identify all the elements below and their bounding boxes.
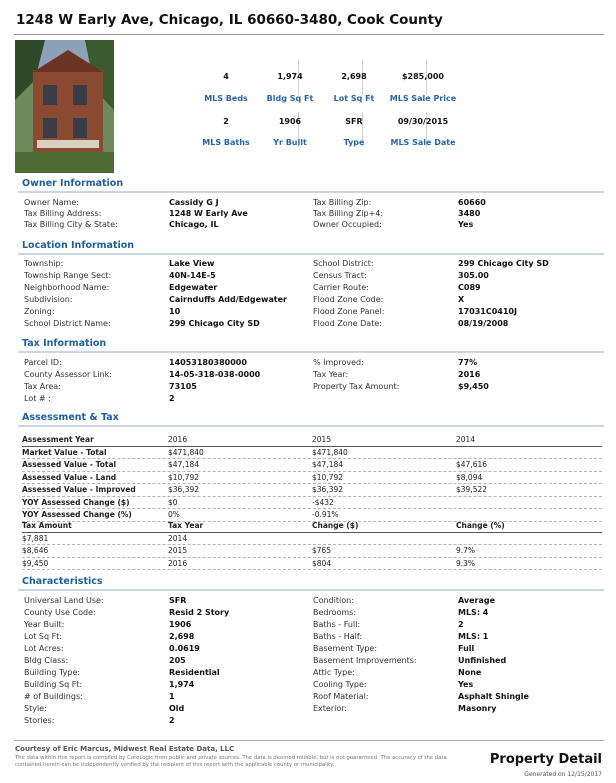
field-value: 299 Chicago City SD xyxy=(169,319,260,328)
generated-date: Generated on 12/15/2017 xyxy=(524,771,602,778)
field-label: Township Range Sect: xyxy=(24,271,112,280)
table-header-row xyxy=(22,434,602,447)
field-value: Cairnduffs Add/Edgewater xyxy=(169,295,287,304)
field-value: Chicago, IL xyxy=(169,220,219,229)
table-header: 2016 xyxy=(168,435,188,444)
field-label: Universal Land Use: xyxy=(24,596,104,605)
field-label: Tax Billing Zip+4: xyxy=(313,209,384,218)
field-value: MLS: 4 xyxy=(458,608,489,617)
field-label: Census Tract: xyxy=(313,271,367,280)
field-label: Tax Billing Address: xyxy=(24,209,102,218)
stat-baths-value: 2 xyxy=(223,117,229,126)
field-label: Lot Sq Ft: xyxy=(24,632,63,641)
row-label: Market Value - Total xyxy=(22,447,107,457)
field-label: Carrier Route: xyxy=(313,283,369,292)
section-rule xyxy=(18,351,604,353)
field-label: Bldg Class: xyxy=(24,656,69,665)
stat-beds-label: MLS Beds xyxy=(204,94,248,103)
table-header: Assessment Year xyxy=(22,435,94,444)
table-cell: -$432 xyxy=(312,497,334,507)
stat-type-value: SFR xyxy=(345,117,363,126)
field-value: 17031C0410J xyxy=(458,307,517,316)
stat-baths-label: MLS Baths xyxy=(202,138,250,147)
field-label: Tax Year: xyxy=(313,370,349,379)
location-heading: Location Information xyxy=(22,240,135,251)
table-cell: $10,792 xyxy=(168,472,200,482)
field-label: % Improved: xyxy=(313,358,364,367)
field-label: Lot # : xyxy=(24,394,51,403)
title-divider xyxy=(14,34,604,35)
field-label: Tax Area: xyxy=(24,382,61,391)
table-header-row xyxy=(22,520,602,533)
row-label: Assessed Value - Land xyxy=(22,472,117,482)
field-label: Tax Billing Zip: xyxy=(313,198,372,207)
field-label: Neighborhood Name: xyxy=(24,283,110,292)
table-cell: $7,881 xyxy=(22,533,49,543)
field-label: Property Tax Amount: xyxy=(313,382,400,391)
field-value: Masonry xyxy=(458,704,497,713)
field-label: County Assessor Link: xyxy=(24,370,112,379)
property-photo xyxy=(15,40,114,173)
table-cell: 0% xyxy=(168,510,180,519)
field-value: Yes xyxy=(458,220,474,229)
table-row xyxy=(22,497,602,510)
table-header: Tax Amount xyxy=(22,521,72,530)
field-value: 1248 W Early Ave xyxy=(169,209,248,218)
field-value: 08/19/2008 xyxy=(458,319,509,328)
field-label: Year Built: xyxy=(24,620,65,629)
field-value: 1 xyxy=(169,692,175,701)
table-cell: $471,840 xyxy=(168,447,204,457)
field-value: 3480 xyxy=(458,209,481,218)
table-header: Change ($) xyxy=(312,521,359,530)
field-label: Owner Name: xyxy=(24,198,79,207)
stat-sqft-value: 1,974 xyxy=(277,72,303,81)
stat-year-label: Yr Built xyxy=(273,138,307,147)
field-value: 40N-14E-5 xyxy=(169,271,216,280)
row-label: Assessed Value - Total xyxy=(22,460,117,469)
table-row xyxy=(22,459,602,472)
field-value: Asphalt Shingle xyxy=(458,692,529,701)
table-row xyxy=(22,484,602,497)
field-value: MLS: 1 xyxy=(458,632,489,641)
field-value: 305.00 xyxy=(458,271,489,280)
field-value: 299 Chicago City SD xyxy=(458,259,549,268)
table-cell: $765 xyxy=(312,546,332,555)
field-label: Style: xyxy=(24,704,47,713)
table-cell: 2016 xyxy=(168,558,188,568)
field-value: 2016 xyxy=(458,370,481,379)
field-value: 2 xyxy=(458,620,464,629)
field-value: 60660 xyxy=(458,198,486,207)
stat-sqft-label: Bldg Sq Ft xyxy=(266,94,314,103)
table-cell: $10,792 xyxy=(312,472,344,482)
assessment-heading: Assessment & Tax xyxy=(22,412,119,423)
field-label: Flood Zone Code: xyxy=(313,295,384,304)
field-value: 14053180380000 xyxy=(169,358,247,367)
table-cell: $39,522 xyxy=(456,485,488,494)
field-label: Attic Type: xyxy=(313,668,355,677)
field-value: Unfinished xyxy=(458,656,507,665)
row-label: Assessed Value - Improved xyxy=(22,485,136,494)
field-label: Building Type: xyxy=(24,668,81,677)
field-value: None xyxy=(458,668,482,677)
table-header: Change (%) xyxy=(456,521,505,530)
field-label: Bedrooms: xyxy=(313,608,357,617)
table-header: 2014 xyxy=(456,435,476,444)
table-cell: $47,184 xyxy=(168,460,200,469)
disclaimer: The data within this report is compiled by CoreLogic from public and private sources. The data is deemed reliable, but is not guaranteed. The accuracy of the data contained herein can be independently verified by the recipient of this report with the applicable county or municipality. xyxy=(15,755,447,768)
stat-type-label: Type xyxy=(343,138,365,147)
table-cell: 2014 xyxy=(168,533,188,543)
field-value: Yes xyxy=(458,680,474,689)
field-label: Roof Material: xyxy=(313,692,369,701)
field-value: Cassidy G J xyxy=(169,198,219,207)
table-cell: $804 xyxy=(312,558,332,568)
table-cell: $9,450 xyxy=(22,558,49,568)
field-label: Baths - Half: xyxy=(313,632,363,641)
field-value: 2 xyxy=(169,716,175,725)
owner-heading: Owner Information xyxy=(22,178,124,189)
assessment-table xyxy=(22,434,602,522)
table-header: Tax Year xyxy=(168,521,204,530)
field-label: Lot Acres: xyxy=(24,644,64,653)
tax-heading: Tax Information xyxy=(22,338,107,349)
field-label: County Use Code: xyxy=(24,608,96,617)
field-value: Edgewater xyxy=(169,283,218,292)
footer-divider xyxy=(14,740,604,741)
row-label: YOY Assessed Change ($) xyxy=(22,497,130,507)
field-value: Lake View xyxy=(169,259,215,268)
stat-lot-value: 2,698 xyxy=(341,72,367,81)
stat-saledate-label: MLS Sale Date xyxy=(390,138,456,147)
table-row xyxy=(22,558,602,571)
field-value: C089 xyxy=(458,283,481,292)
row-label: YOY Assessed Change (%) xyxy=(22,510,132,519)
table-row xyxy=(22,533,602,546)
table-cell: $0 xyxy=(168,497,178,507)
field-label: School District Name: xyxy=(24,319,111,328)
table-row xyxy=(22,472,602,485)
field-label: Baths - Full: xyxy=(313,620,361,629)
field-value: 77% xyxy=(458,358,478,367)
field-label: Zoning: xyxy=(24,307,55,316)
tax-history-table xyxy=(22,520,602,570)
page-title: 1248 W Early Ave, Chicago, IL 60660-3480, Cook County xyxy=(16,12,443,28)
table-cell: $36,392 xyxy=(168,485,200,494)
section-rule xyxy=(18,191,604,193)
table-cell: $8,646 xyxy=(22,546,49,555)
table-cell: $47,184 xyxy=(312,460,344,469)
field-value: 2 xyxy=(169,394,175,403)
stat-price-value: $285,000 xyxy=(401,72,444,81)
field-value: 2,698 xyxy=(169,632,195,641)
field-value: 73105 xyxy=(169,382,197,391)
field-label: Subdivision: xyxy=(24,295,73,304)
field-label: Flood Zone Date: xyxy=(313,319,382,328)
table-row xyxy=(22,447,602,460)
field-label: School District: xyxy=(313,259,374,268)
field-label: Stories: xyxy=(24,716,55,725)
table-cell: $36,392 xyxy=(312,485,344,494)
table-header: 2015 xyxy=(312,435,332,444)
field-value: 1,974 xyxy=(169,680,195,689)
table-cell: $8,094 xyxy=(456,472,483,482)
field-value: Full xyxy=(458,644,475,653)
field-label: Township: xyxy=(24,259,64,268)
field-label: Cooling Type: xyxy=(313,680,367,689)
field-value: 10 xyxy=(169,307,181,316)
courtesy-line: Courtesy of Eric Marcus, Midwest Real Estate Data, LLC xyxy=(15,745,235,753)
table-row xyxy=(22,545,602,558)
stat-saledate-value: 09/30/2015 xyxy=(397,117,449,126)
field-value: 1906 xyxy=(169,620,192,629)
field-value: X xyxy=(458,295,465,304)
table-cell: -0.91% xyxy=(312,510,339,519)
field-label: Flood Zone Panel: xyxy=(313,307,385,316)
stat-beds-value: 4 xyxy=(223,72,229,81)
field-label: Condition: xyxy=(313,596,354,605)
field-label: Tax Billing City & State: xyxy=(24,220,118,229)
table-cell: $471,840 xyxy=(312,447,348,457)
field-label: Basement Improvements: xyxy=(313,656,417,665)
field-label: Exterior: xyxy=(313,704,348,713)
field-label: # of Buildings: xyxy=(24,692,83,701)
table-cell: $47,616 xyxy=(456,460,488,469)
field-value: Average xyxy=(458,596,496,605)
stat-lot-label: Lot Sq Ft xyxy=(333,94,375,103)
section-rule xyxy=(18,589,604,591)
table-cell: 2015 xyxy=(168,546,188,555)
field-value: Old xyxy=(169,704,185,713)
table-cell: 9.7% xyxy=(456,546,476,555)
characteristics-heading: Characteristics xyxy=(22,576,103,587)
stat-price-label: MLS Sale Price xyxy=(389,94,457,103)
section-rule xyxy=(18,425,604,427)
field-value: SFR xyxy=(169,596,187,605)
field-value: Residential xyxy=(169,668,220,677)
field-value: $9,450 xyxy=(458,382,489,391)
field-label: Basement Type: xyxy=(313,644,378,653)
field-label: Parcel ID: xyxy=(24,358,62,367)
stat-year-value: 1906 xyxy=(278,117,302,126)
report-title: Property Detail xyxy=(489,752,602,767)
field-value: 205 xyxy=(169,656,186,665)
field-value: 0.0619 xyxy=(169,644,200,653)
section-rule xyxy=(18,253,604,255)
field-value: Resid 2 Story xyxy=(169,608,230,617)
field-label: Owner Occupied: xyxy=(313,220,382,229)
county-assessor-link[interactable]: 14-05-318-038-0000 xyxy=(169,370,261,379)
table-cell: 9.3% xyxy=(456,558,476,568)
field-label: Building Sq Ft: xyxy=(24,680,83,689)
